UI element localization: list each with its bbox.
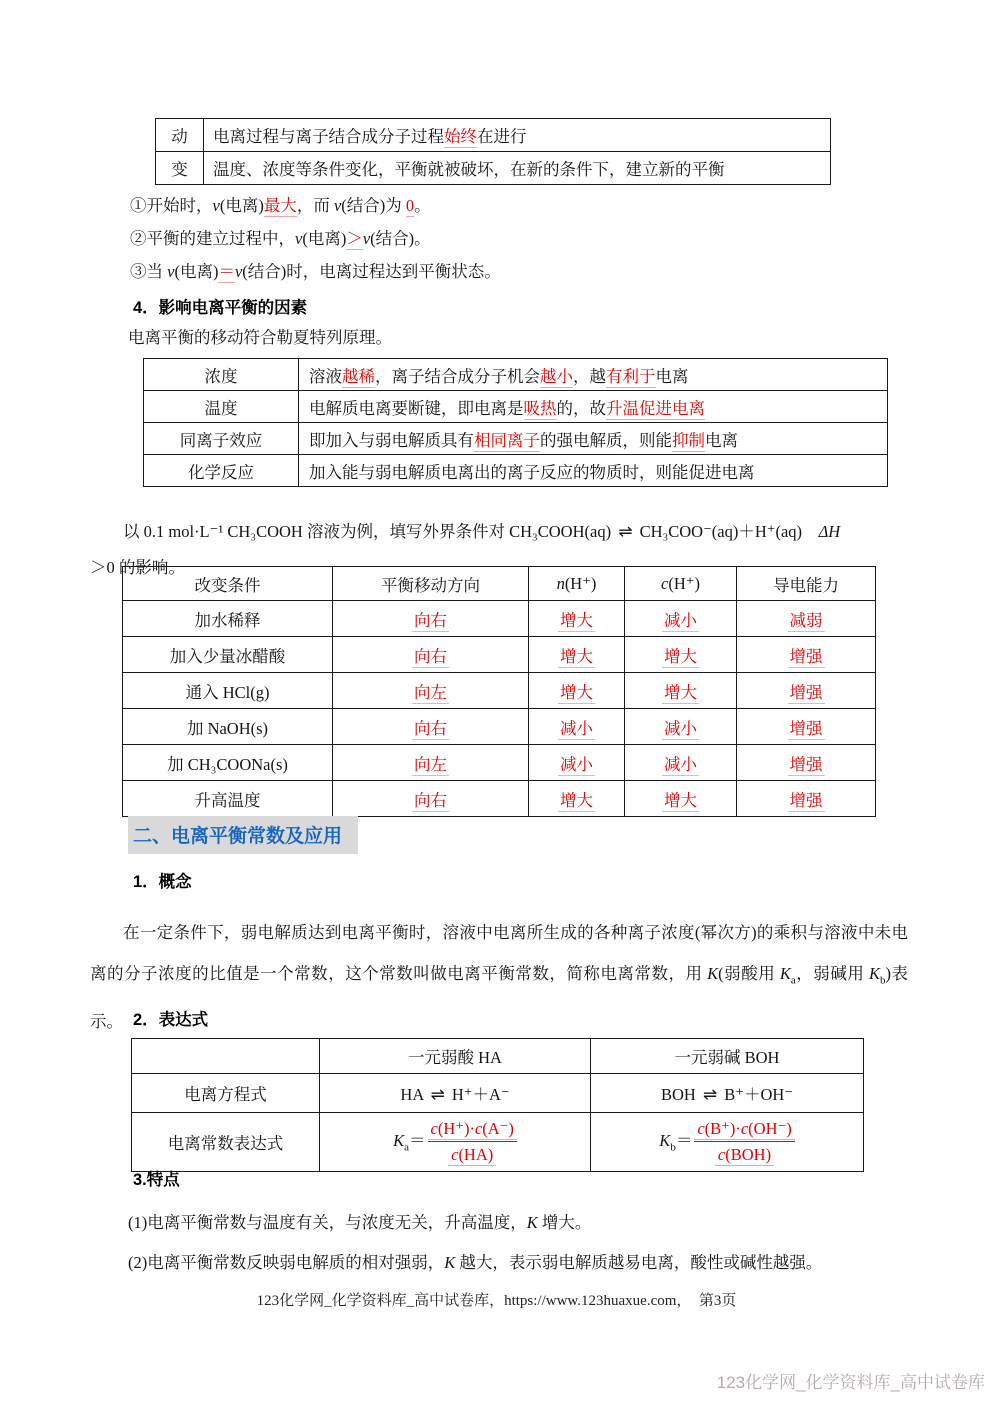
heading-factors: 4．影响电离平衡的因素 [133, 299, 308, 317]
cell-condition: 升高温度 [123, 781, 333, 817]
table-header-row [123, 567, 876, 601]
cell-n: 减小 [529, 745, 625, 781]
point-2: ②平衡的建立过程中，v(电离)＞v(结合)。 [130, 229, 431, 248]
cell-c: 增大 [625, 781, 737, 817]
table-row [132, 1074, 864, 1113]
col-header-weak-acid: 一元弱酸 HA [320, 1039, 591, 1074]
factor-content: 电解质电离要断键，即电离是吸热的，故升温促进电离 [299, 391, 888, 423]
cell-n: 增大 [529, 781, 625, 817]
cell-condition: 加 CH₃COONa(s) [123, 745, 333, 781]
table-row [156, 119, 831, 152]
cell-condition: 加 NaOH(s) [123, 709, 333, 745]
concept-paragraph: 在一定条件下，弱电解质达到电离平衡时，溶液中电离所生成的各种离子浓度(幂次方)的乘积与溶液中未电离的分子浓度的比值是一个常数，这个常数叫做电离平衡常数，简称电离常数，用 K(弱酸用 $K_a$，弱碱用 $K_b$)表示。 [90, 922, 909, 1031]
point-3: ③当 v(电离)＝v(结合)时，电离过程达到平衡状态。 [130, 262, 501, 281]
table-row [144, 455, 888, 487]
page-footer: 123化学网_化学资料库_高中试卷库，https://www.123huaxue.com， 第3页 [256, 1293, 737, 1309]
heading-expression: 2．表达式 [133, 1011, 209, 1029]
cell-conductivity: 增强 [737, 781, 876, 817]
section-2-header-wrap [128, 816, 358, 854]
conditions-table [122, 566, 876, 817]
factor-content: 溶液越稀，离子结合成分子机会越小，越有利于电离 [299, 359, 888, 391]
table-row [123, 781, 876, 817]
factors-table [143, 358, 888, 487]
col-header-conductivity: 导电能力 [737, 567, 876, 601]
table-row [144, 359, 888, 391]
ka-fraction: $\frac{c(H^+)\cdot c(A^-)}{c(HA)}$ [428, 1118, 517, 1167]
col-header-condition: 改变条件 [123, 567, 333, 601]
heading-concept: 1．概念 [133, 873, 192, 891]
table-row [132, 1113, 864, 1172]
cell-n: 增大 [529, 637, 625, 673]
cell-c: 减小 [625, 601, 737, 637]
cell-direction: 向左 [333, 745, 529, 781]
cell-conductivity: 增强 [737, 673, 876, 709]
ka-lead: $K_a=$ [393, 1130, 426, 1154]
ka-expression [320, 1113, 591, 1172]
table-row [156, 152, 831, 185]
principle-text: 电离平衡的移动符合勒夏特列原理。 [128, 328, 392, 347]
table-row [123, 673, 876, 709]
numbered-points [130, 189, 501, 288]
kb-fraction: $\frac{c(B^+)\cdot c(OH^-)}{\text{c(BOH)}}$ [694, 1118, 794, 1167]
row-label-equation: 电离方程式 [132, 1074, 320, 1113]
cell-conductivity: 增强 [737, 709, 876, 745]
table-header-row [132, 1039, 864, 1074]
expression-table [131, 1038, 864, 1172]
cell-c: 减小 [625, 709, 737, 745]
definition-table [155, 118, 831, 185]
ionization-equation-base: BOH ⇌ B⁺＋OH⁻ [591, 1074, 864, 1113]
fraction-bar [694, 1141, 794, 1142]
cell-n: 增大 [529, 673, 625, 709]
row-content: 电离过程与离子结合成分子过程始终在进行 [204, 119, 831, 152]
table-row [123, 637, 876, 673]
table-row [144, 391, 888, 423]
cell-direction: 向右 [333, 637, 529, 673]
cell-n: 增大 [529, 601, 625, 637]
row-content: 温度、浓度等条件变化，平衡就被破坏，在新的条件下，建立新的平衡 [204, 152, 831, 185]
row-label-constant: 电离常数表达式 [132, 1113, 320, 1172]
col-header-n-h: n(H⁺) [529, 567, 625, 601]
point-1: ①开始时，v(电离)最大，而 v(结合)为 0。 [130, 196, 431, 215]
cell-direction: 向右 [333, 709, 529, 745]
feature-1: (1)电离平衡常数与温度有关，与浓度无关，升高温度，K 增大。 [128, 1212, 592, 1232]
ionization-equation-acid: HA ⇌ H⁺＋A⁻ [320, 1074, 591, 1113]
factor-label: 同离子效应 [144, 423, 299, 455]
section-2-title: 二、电离平衡常数及应用 [128, 816, 358, 854]
col-header-direction: 平衡移动方向 [333, 567, 529, 601]
factor-label: 温度 [144, 391, 299, 423]
col-header-weak-base: 一元弱碱 BOH [591, 1039, 864, 1074]
cell-n: 减小 [529, 709, 625, 745]
cell-conductivity: 增强 [737, 745, 876, 781]
heading-features: 3.特点 [133, 1171, 180, 1189]
table-row [123, 601, 876, 637]
feature-2: (2)电离平衡常数反映弱电解质的相对强弱，K 越大，表示弱电解质越易电离，酸性或碱性越强。 [128, 1252, 823, 1272]
row-label: 变 [156, 152, 204, 185]
col-header-c-h: c(H⁺) [625, 567, 737, 601]
factor-label: 化学反应 [144, 455, 299, 487]
cell-condition: 加水稀释 [123, 601, 333, 637]
cell-direction: 向右 [333, 601, 529, 637]
kb-expression [591, 1113, 864, 1172]
example-paragraph: 以 0.1 mol·L⁻¹ CH₃COOH 溶液为例，填写外界条件对 CH₃COOH(aq) ⇌ CH₃COO⁻(aq)＋H⁺(aq) ΔH ＞0 的影响。 [90, 521, 841, 577]
table-row [123, 745, 876, 781]
table-row [123, 709, 876, 745]
cell-condition: 加入少量冰醋酸 [123, 637, 333, 673]
cell-direction: 向右 [333, 781, 529, 817]
watermark-text: 123化学网_化学资料库_高中试卷库 [716, 1373, 985, 1392]
factor-content: 加入能与弱电解质电离出的离子反应的物质时，则能促进电离 [299, 455, 888, 487]
table-row [144, 423, 888, 455]
kb-lead: $K_b=$ [659, 1130, 693, 1154]
row-label: 动 [156, 119, 204, 152]
cell-conductivity: 减弱 [737, 601, 876, 637]
cell-c: 增大 [625, 673, 737, 709]
cell-condition: 通入 HCl(g) [123, 673, 333, 709]
cell-conductivity: 增强 [737, 637, 876, 673]
fraction-bar [428, 1141, 517, 1142]
cell-c: 增大 [625, 637, 737, 673]
cell-direction: 向左 [333, 673, 529, 709]
factor-label: 浓度 [144, 359, 299, 391]
cell-c: 减小 [625, 745, 737, 781]
factor-content: 即加入与弱电解质具有相同离子的强电解质，则能抑制电离 [299, 423, 888, 455]
empty-corner-cell [132, 1039, 320, 1074]
